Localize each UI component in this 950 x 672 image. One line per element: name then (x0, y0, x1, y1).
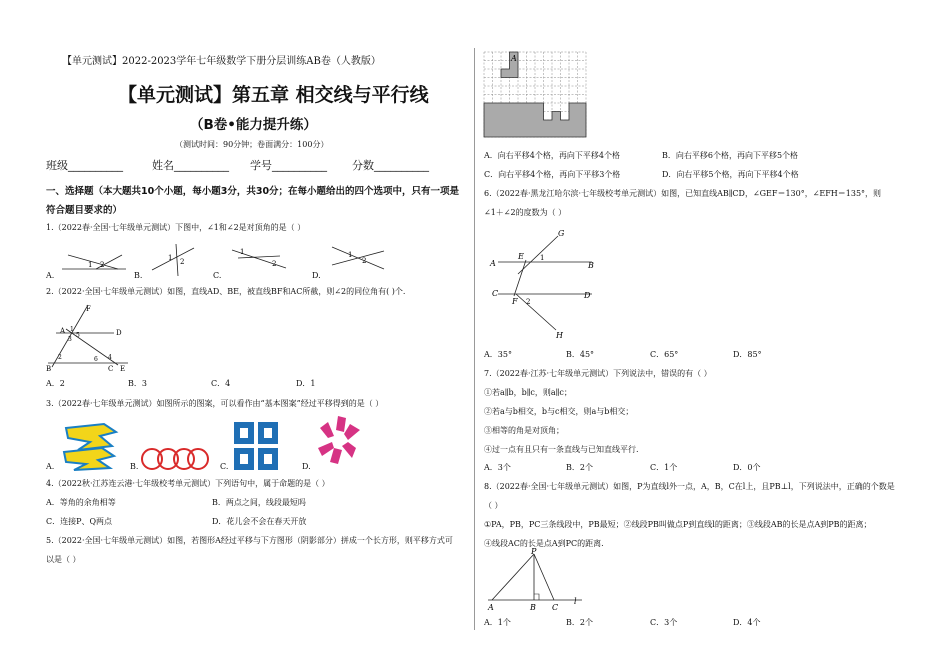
time-line: （测试时间：90分钟；卷面满分：100分） (175, 140, 329, 149)
page-title: 【单元测试】第五章 相交线与平行线 (118, 84, 429, 106)
q8-option-a[interactable]: A．1个 (484, 618, 511, 627)
q6-option-b[interactable]: B．45° (566, 350, 595, 359)
q6-label-h: H (556, 331, 563, 340)
q1b-angle-1: 1 (168, 254, 173, 262)
q4-option-c[interactable]: C．连接P、Q两点 (46, 517, 113, 526)
q5-grid-figure (484, 52, 588, 138)
q6-stem-line2: ∠1＋∠2的度数为（ ） (484, 208, 567, 217)
q2-option-c[interactable]: C．4 (211, 379, 231, 388)
q7-statement-2: ②若a与b相交，b与c相交，则a与b相交； (484, 407, 634, 416)
q6-option-d[interactable]: D．85° (733, 350, 762, 359)
q2-label-b: B (46, 365, 52, 373)
q7-statement-3: ③相等的角是对顶角； (484, 426, 564, 435)
q6-label-d: D (584, 291, 591, 300)
q2-angle-4: 4 (108, 354, 112, 361)
q5-option-a[interactable]: A．向右平移4个格，再向下平移4个格 (484, 151, 620, 160)
q2-angle-5: 5 (76, 332, 80, 339)
q2-label-d: D (116, 329, 122, 337)
q6-stem-line1: 6.（2022春·黑龙江哈尔滨·七年级校考单元测试）如图，已知直线AB∥CD，∠GEF＝130°，∠EFH＝135°，则 (484, 189, 882, 198)
q1-figure-a (60, 245, 130, 275)
q5-option-b[interactable]: B．向右平移6个格，再向下平移5个格 (662, 151, 799, 160)
q2-label-a: A (60, 327, 66, 335)
q1-figure-c (228, 244, 290, 274)
q6-label-e: E (518, 252, 524, 261)
q8-label-l: l (574, 597, 577, 606)
q8-label-p: P (531, 547, 537, 556)
q6-label-f: F (512, 297, 518, 306)
q8-label-b: B (530, 603, 536, 612)
q8-stem-line2: （ ） (484, 501, 503, 510)
q5-stem-line1: 5.（2022·全国·七年级单元测试）如图，若图形A经过平移与下方图形（阴影部分）拼成一个长方形，则平移方式可 (46, 536, 453, 545)
q1-option-c[interactable]: C. (213, 271, 222, 280)
q8-statements-line1: ①PA，PB，PC三条线段中，PB最短；②线段PB叫做点P到直线l的距离；③线段AB的长是点A到PB的距离； (484, 520, 872, 529)
q7-option-b[interactable]: B．2个 (566, 463, 593, 472)
q8-statements-line2: ④线段AC的长是点A到PC的距离. (484, 539, 604, 548)
q1-figure-d (328, 243, 388, 275)
field-name: 姓名__________ (152, 159, 229, 172)
q8-label-a: A (488, 603, 494, 612)
q2-option-d[interactable]: D．1 (296, 379, 316, 388)
field-id: 学号__________ (250, 159, 327, 172)
q3-figure-b (140, 445, 210, 473)
series-line: 【单元测试】2022-2023学年七年级数学下册分层训练AB卷（人教版） (62, 56, 381, 67)
q2-label-e: E (120, 365, 126, 373)
q7-option-d[interactable]: D．0个 (733, 463, 761, 472)
q1-option-d[interactable]: D. (312, 271, 321, 280)
q1c-angle-1: 1 (240, 248, 245, 256)
q2-angle-6: 6 (94, 356, 98, 363)
q3-figure-a (60, 420, 122, 472)
q2-stem: 2.（2022·全国·七年级单元测试）如图，直线AD、BE，被直线BF和AC所截，则∠2的同位角有( )个. (46, 287, 406, 296)
q4-option-d[interactable]: D．花儿会不会在春天开放 (212, 517, 307, 526)
q6-label-a: A (490, 259, 496, 268)
q7-statement-1: ①若a∥b，b∥c，则a∥c； (484, 388, 572, 397)
section-heading-line2: 符合题目要求的） (46, 205, 123, 216)
q4-option-b[interactable]: B．两点之间，线段最短吗 (212, 498, 306, 507)
q2-label-c: C (108, 365, 114, 373)
q1-option-b[interactable]: B. (134, 271, 143, 280)
q1-stem: 1.（2022春·全国·七年级单元测试）下图中，∠1和∠2是对顶角的是（ ） (46, 223, 306, 232)
q6-option-a[interactable]: A．35° (484, 350, 512, 359)
q2-option-b[interactable]: B．3 (128, 379, 147, 388)
q8-option-b[interactable]: B．2个 (566, 618, 593, 627)
q3-option-d[interactable]: D. (302, 462, 311, 471)
q1-figure-b (148, 242, 198, 278)
q1d-angle-2: 2 (362, 257, 367, 265)
q7-stem: 7.（2022春·江苏·七年级单元测试）下列说法中，错误的有（ ） (484, 369, 712, 378)
field-score: 分数__________ (352, 159, 429, 172)
q2-figure (46, 303, 136, 371)
q6-angle-2: 2 (526, 298, 531, 306)
q8-stem-line1: 8.（2022春·全国·七年级单元测试）如图，P为直线l外一点，A，B，C在l上，且PB⊥l，下列说法中，正确的个数是 (484, 482, 895, 491)
q1c-angle-2: 2 (272, 260, 277, 268)
q3-stem: 3.（2022春·七年级单元测试）如图所示的图案，可以看作由“基本图案”经过平移得到的是（ ） (46, 399, 384, 408)
q2-label-f: F (86, 305, 91, 313)
q2-angle-2: 2 (58, 354, 62, 361)
q8-option-d[interactable]: D．4个 (733, 618, 761, 627)
q6-label-b: B (588, 261, 594, 270)
q4-option-a[interactable]: A．等角的余角相等 (46, 498, 116, 507)
q5-shape-a-label: A (511, 54, 517, 63)
q7-option-c[interactable]: C．1个 (650, 463, 678, 472)
q6-figure (488, 226, 600, 340)
q2-angle-3: 3 (68, 336, 72, 343)
q5-option-d[interactable]: D．向右平移5个格，再向下平移4个格 (662, 170, 799, 179)
q6-angle-1: 1 (540, 254, 545, 262)
q1-option-a[interactable]: A. (46, 271, 55, 280)
q3-option-c[interactable]: C. (220, 462, 229, 471)
section-heading-line1: 一、选择题（本大题共10个小题，每小题3分，共30分；在每小题给出的四个选项中，只有一项是 (46, 186, 460, 197)
q6-label-c: C (492, 289, 499, 298)
q1a-angle-1: 1 (88, 261, 93, 269)
q3-option-a[interactable]: A. (46, 462, 55, 471)
q3-figure-d (316, 414, 364, 468)
q7-option-a[interactable]: A．3个 (484, 463, 511, 472)
field-class: 班级__________ (46, 159, 123, 172)
q3-option-b[interactable]: B. (130, 462, 139, 471)
q1a-angle-2: 2 (100, 261, 105, 269)
q4-stem: 4.（2022秋·江苏连云港·七年级校考单元测试）下列语句中，属于命题的是（ ） (46, 479, 330, 488)
q8-figure (484, 548, 594, 612)
q6-label-g: G (558, 229, 565, 238)
q3-figure-c (232, 420, 282, 472)
page-subtitle: （B卷•能力提升练） (190, 117, 317, 133)
q5-option-c[interactable]: C．向右平移4个格，再向下平移3个格 (484, 170, 621, 179)
q7-statement-4: ④过一点有且只有一条直线与已知直线平行. (484, 445, 639, 454)
q2-option-a[interactable]: A．2 (46, 379, 65, 388)
q1b-angle-2: 2 (180, 258, 185, 266)
q5-stem-line2: 以是（ ） (46, 555, 81, 564)
q6-option-c[interactable]: C．65° (650, 350, 679, 359)
q8-option-c[interactable]: C．3个 (650, 618, 678, 627)
q2-angle-1: 1 (70, 326, 74, 333)
q8-label-c: C (552, 603, 559, 612)
column-divider (474, 48, 475, 630)
q1d-angle-1: 1 (348, 251, 353, 259)
